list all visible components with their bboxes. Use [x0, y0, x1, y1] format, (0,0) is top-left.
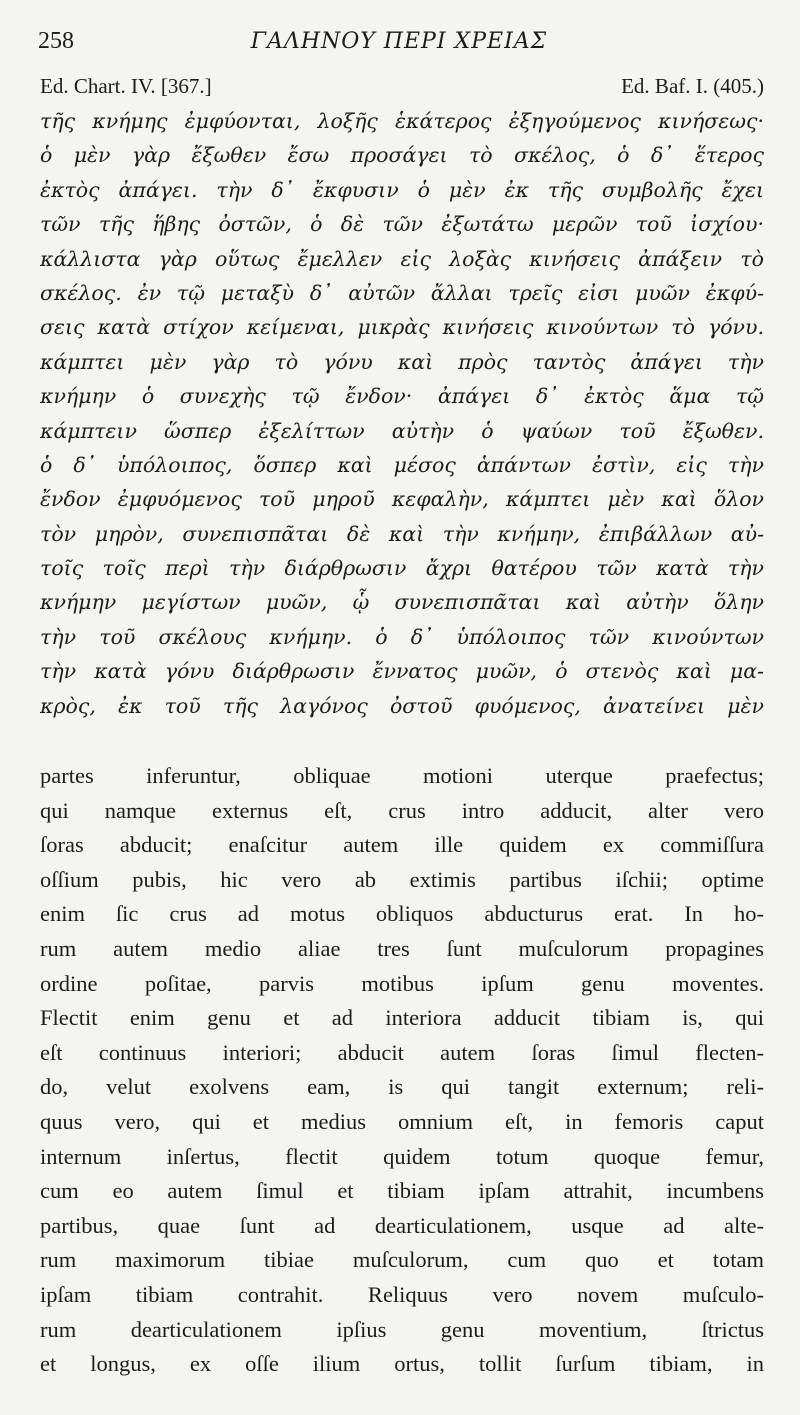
latin-line: enim ſic crus ad motus obliquos abducturus erat. In ho- [40, 901, 764, 927]
greek-line: κνήμην μεγίστων μυῶν, ᾧ συνεπισπᾶται καὶ αὐτὴν ὅλην [40, 590, 764, 615]
page-number: 258 [38, 28, 74, 54]
latin-line: cum eo autem ſimul et tibiam ipſam attrahit, incumbens [40, 1178, 764, 1204]
running-head [38, 28, 760, 62]
greek-line: τὴν τοῦ σκέλους κνήμην. ὁ δ᾽ ὑπόλοιπος τῶν κινούντων [40, 624, 764, 649]
latin-line: eſt continuus interiori; abducit autem ſoras ſimul flecten- [40, 1039, 764, 1065]
latin-line: qui namque externus eſt, crus intro adducit, alter vero [40, 797, 764, 823]
latin-line: partibus, quae ſunt ad dearticulationem, usque ad alte- [40, 1212, 764, 1238]
edition-right: Ed. Baf. I. (405.) [621, 74, 764, 98]
greek-line: ἔνδον ἐμφυόμενος τοῦ μηροῦ κεφαλὴν, κάμπτει μὲν καὶ ὅλον [40, 487, 764, 512]
greek-line: ὁ μὲν γὰρ ἔξωθεν ἔσω προσάγει τὸ σκέλος, ὁ δ᾽ ἕτερος [40, 143, 764, 168]
latin-line: ipſam tibiam contrahit. Reliquus vero novem muſculo- [40, 1281, 764, 1307]
greek-line: τῆς κνήμης ἐμφύονται, λοξῆς ἑκάτερος ἐξηγούμενος κινήσεως· [40, 109, 764, 133]
greek-line: ὁ δ᾽ ὑπόλοιπος, ὅσπερ καὶ μέσος ἁπάντων ἐστὶν, εἰς τὴν [40, 452, 764, 477]
greek-line: σεις κατὰ στίχον κείμεναι, μικρὰς κινήσεις κινούντων τὸ γόνυ. [40, 315, 764, 340]
latin-line: internum inſertus, flectit quidem totum quoque femur, [40, 1143, 764, 1169]
greek-text-block [40, 104, 764, 723]
latin-line: rum autem medio aliae tres ſunt muſculorum propagines [40, 935, 764, 961]
latin-line: et longus, ex oſſe ilium ortus, tollit ſurſum tibiam, in [40, 1351, 764, 1377]
latin-text-block [40, 759, 764, 1382]
latin-line: rum dearticulationem ipſius genu moventium, ſtrictus [40, 1316, 764, 1342]
greek-line: τῶν τῆς ἥβης ὀστῶν, ὁ δὲ τῶν ἐξωτάτω μερῶν τοῦ ἰσχίου· [40, 212, 764, 237]
edition-left: Ed. Chart. IV. [367.] [40, 74, 212, 98]
latin-line: quus vero, qui et medius omnium eſt, in femoris caput [40, 1108, 764, 1134]
greek-line: τοῖς τοῖς περὶ τὴν διάρθρωσιν ἄχρι θατέρου τῶν κατὰ τὴν [40, 556, 764, 581]
latin-line: Flectit enim genu et ad interiora adducit tibiam is, qui [40, 1005, 764, 1031]
greek-line: τὸν μηρὸν, συνεπισπᾶται δὲ καὶ τὴν κνήμην, ἐπιβάλλων αὐ- [40, 521, 764, 546]
latin-line: oſſium pubis, hic vero ab extimis partibus iſchii; optime [40, 866, 764, 892]
latin-line: rum maximorum tibiae muſculorum, cum quo et totam [40, 1247, 764, 1273]
greek-line: κνήμην ὁ συνεχὴς τῷ ἔνδον· ἀπάγει δ᾽ ἐκτὸς ἅμα τῷ [40, 384, 764, 409]
greek-line: κάμπτειν ὥσπερ ἐξελίττων αὐτὴν ὁ ψαύων τοῦ ἔξωθεν. [40, 418, 764, 443]
greek-line: ἐκτὸς ἀπάγει. τὴν δ᾽ ἔκφυσιν ὁ μὲν ἐκ τῆς συμβολῆς ἔχει [40, 177, 764, 202]
greek-line: κάλλιστα γὰρ οὕτως ἔμελλεν εἰς λοξὰς κινήσεις ἀπάξειν τὸ [40, 246, 764, 271]
running-title: ΓΑΛΗΝΟΥ ΠΕΡΙ ΧΡΕΙΑΣ [250, 29, 548, 54]
edition-reference-line [40, 74, 764, 104]
greek-line: σκέλος. ἐν τῷ μεταξὺ δ᾽ αὐτῶν ἄλλαι τρεῖς εἰσι μυῶν ἐκφύ- [40, 280, 764, 305]
greek-line: κρὸς, ἐκ τοῦ τῆς λαγόνος ὀστοῦ φυόμενος, ἀνατείνει μὲν [40, 693, 764, 718]
greek-line: κάμπτει μὲν γὰρ τὸ γόνυ καὶ πρὸς ταντὸς ἀπάγει τὴν [40, 349, 764, 374]
latin-line: do, velut exolvens eam, is qui tangit externum; reli- [40, 1074, 764, 1100]
latin-line: partes inferuntur, obliquae motioni uterque praefectus; [40, 763, 764, 788]
greek-line: τὴν κατὰ γόνυ διάρθρωσιν ἔννατος μυῶν, ὁ στενὸς καὶ μα- [40, 659, 764, 684]
latin-line: ſoras abducit; enaſcitur autem ille quidem ex commiſſura [40, 832, 764, 858]
latin-line: ordine poſitae, parvis motibus ipſum genu moventes. [40, 970, 764, 996]
